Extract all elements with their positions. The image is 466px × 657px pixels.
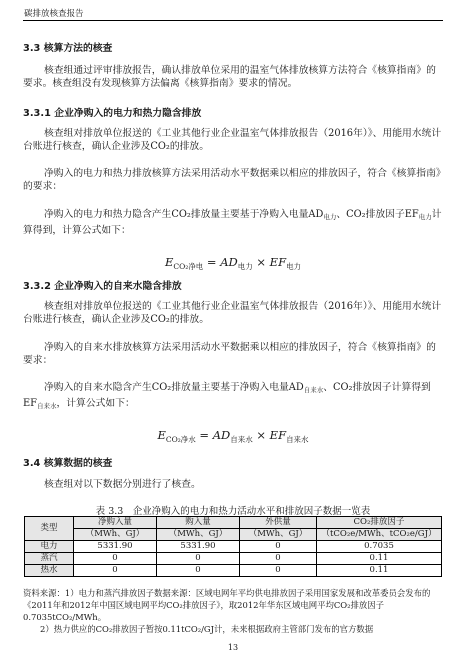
section-3-3-1-paragraph-3: [23, 208, 443, 237]
table-row: 电力 5331.90 5331.90 0 0.7035: [25, 541, 442, 553]
emission-data-table: [24, 516, 442, 577]
col-type: 类型: [25, 517, 74, 541]
s331-sub-2: 电力: [418, 213, 432, 221]
table-header-row: [25, 517, 442, 529]
s331-text-a: 净购入的电力和热力隐含产生CO₂排放量主要基于净购入电量AD: [44, 209, 324, 220]
section-3-3-1-title: 3.3.1 企业净购入的电力和热力隐含排放: [23, 108, 202, 119]
section-3-3-2-title: 3.3.2 企业净购入的自来水隐含排放: [23, 281, 182, 292]
col-buy: 购入量: [157, 517, 240, 529]
header-divider: [23, 20, 443, 21]
s331-text-c: 计算得到，计算公式如下：: [23, 209, 442, 236]
s331-text-b: 、CO₂排放因子EF: [336, 209, 419, 220]
table-caption: 表 3.3 企业净购入的电力和热力活动水平和排放因子数据一览表: [95, 506, 371, 517]
section-3-3-2-paragraph-3: 净购入的自来水隐含产生CO₂排放量主要基于净购入电量$AD_{自来水}$、CO₂排放因子计算得到$EF_{自来水}$，计算公式如下：: [23, 382, 431, 410]
section-3-3-title: 3.3 核算方法的核查: [23, 43, 113, 54]
section-3-3-2-paragraph-1: 核查组对排放单位报送的《工业其他行业企业温室气体排放报告（2016年）》、用能用水统计台账进行核查，确认企业涉及CO₂的排放。: [23, 301, 442, 325]
table-notes: [23, 587, 443, 635]
page-header: 碳排放核查报告: [24, 9, 84, 19]
section-3-3-1-paragraph-1: 核查组对排放单位报送的《工业其他行业企业温室气体排放报告（2016年）》、用能用水统计台账进行核查，确认企业涉及CO₂的排放。: [23, 128, 442, 152]
page-number: 13: [227, 643, 239, 652]
col-net: 净购入量: [74, 517, 157, 529]
s331-sub-1: 电力: [323, 213, 337, 221]
section-3-3-2-paragraph-2: 净购入的自来水排放核算方法采用活动水平数据乘以相应的排放因子，符合《核算指南》的要求：: [23, 342, 436, 366]
col-ef: CO₂排放因子: [317, 517, 442, 529]
section-3-4-paragraph: 核查组对以下数据分别进行了核查。: [44, 479, 201, 490]
table-row: 热水 0 0 0 0.11: [25, 565, 442, 577]
col-out: 外供量: [240, 517, 317, 529]
table-row: 蒸汽 0 0 0 0.11: [25, 553, 442, 565]
section-3-3-paragraph: 核查组通过评审排放报告，确认排放单位采用的温室气体排放核算方法符合《核算指南》的要求。核查组没有发现核算方法偏离《核算指南》要求的情况。: [23, 65, 436, 89]
note-1: 资料来源：1）电力和蒸汽排放因子数据来源：区域电网年平均供电排放因子采用国家发展和改革委员会发布的《2011年和2012年中国区域电网平均CO₂排放因子》，取2012年华东区域电网平均CO₂排放因子0.7035tCO₂/MWh。: [23, 588, 431, 622]
formula-tap-water: $E_{CO_2净水} = AD_{自来水} \times EF_{自来水}$: [157, 428, 309, 444]
note-2: 2）热力供应的CO₂排放因子暂按0.11tCO₂/GJ计，未来根据政府主管部门发布的官方数据: [40, 624, 374, 634]
section-3-4-title: 3.4 核算数据的核查: [23, 458, 113, 469]
table-header-units-row: （MWh、GJ） （MWh、GJ） （MWh、GJ） （tCO₂e/MWh、tCO₂e/GJ）: [25, 529, 442, 541]
formula-electricity: $E_{CO_2净电} = AD_{电力} \times EF_{电力}$: [164, 255, 302, 271]
section-3-3-1-paragraph-2: 净购入的电力和热力排放核算方法采用活动水平数据乘以相应的排放因子，符合《核算指南》的要求：: [23, 168, 441, 192]
